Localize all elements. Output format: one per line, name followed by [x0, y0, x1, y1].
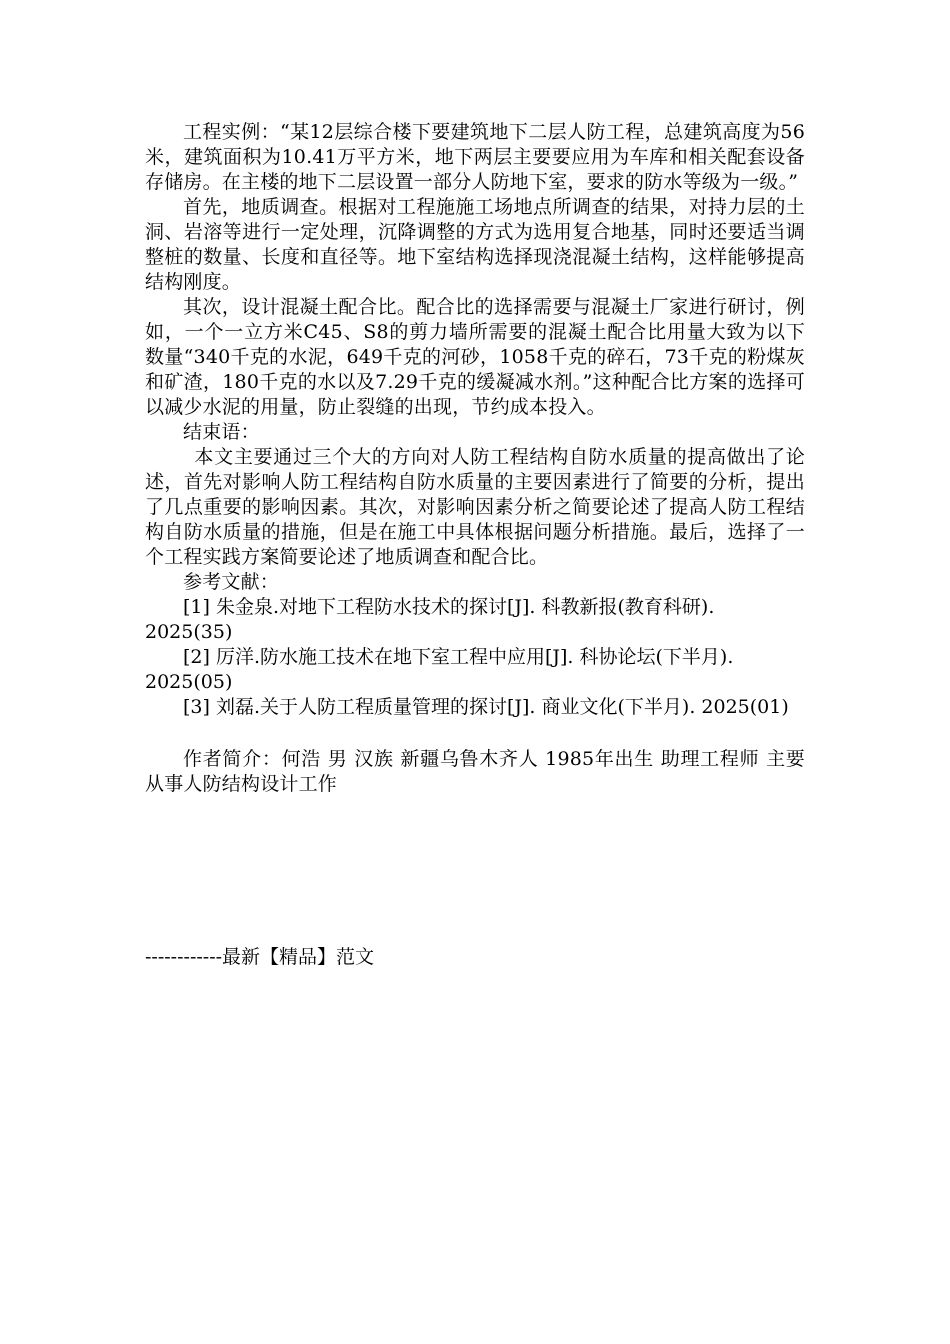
mix-paragraph: 其次，设计混凝土配合比。配合比的选择需要与混凝土厂家进行研讨，例如，一个一立方米C45、S8的剪力墙所需要的混凝土配合比用量大致为以下数量“340千克的水泥，649千克的河砂，1058千克的碎石，73千克的粉煤灰和矿渣，180千克的水以及7.29千克的缓凝减水剂。”这种配合比方案的选择可以减少水泥的用量，防止裂缝的出现，节约成本投入。	[145, 296, 805, 418]
conclusion-paragraph: 本文主要通过三个大的方向对人防工程结构自防水质量的提高做出了论述，首先对影响人防工程结构自防水质量的主要因素进行了简要的分析，提出了几点重要的影响因素。其次，对影响因素分析之简要论述了提高人防工程结构自防水质量的措施，但是在施工中具体根据问题分析措施。最后，选择了一个工程实践方案简要论述了地质调查和配合比。	[145, 446, 805, 568]
document-body	[145, 120, 805, 797]
references-heading: 参考文献：	[183, 571, 280, 593]
reference-item-2: [2] 厉洋.防水施工技术在地下室工程中应用[J]. 科协论坛(下半月). 2025(05)	[145, 646, 734, 693]
geology-paragraph: 首先，地质调查。根据对工程施施工场地点所调查的结果，对持力层的土洞、岩溶等进行一定处理，沉降调整的方式为选用复合地基，同时还要适当调整桩的数量、长度和直径等。地下室结构选择现浇混凝土结构，这样能够提高结构刚度。	[145, 196, 805, 293]
reference-item-1: [1] 朱金泉.对地下工程防水技术的探讨[J]. 科教新报(教育科研). 2025(35)	[145, 596, 715, 643]
conclusion-heading: 结束语：	[183, 421, 260, 443]
author-bio: 作者简介：何浩 男 汉族 新疆乌鲁木齐人 1985年出生 助理工程师 主要从事人防结构设计工作	[145, 748, 805, 795]
example-paragraph: 工程实例：“某12层综合楼下要建筑地下二层人防工程，总建筑高度为56米，建筑面积为10.41万平方米，地下两层主要要应用为车库和相关配套设备存储房。在主楼的地下二层设置一部分人防地下室，要求的防水等级为一级。”	[145, 121, 805, 193]
reference-item-3: [3] 刘磊.关于人防工程质量管理的探讨[J]. 商业文化(下半月). 2025(01)	[183, 696, 789, 718]
spacer	[145, 720, 805, 747]
footer-banner: ------------最新【精品】范文	[145, 946, 375, 968]
